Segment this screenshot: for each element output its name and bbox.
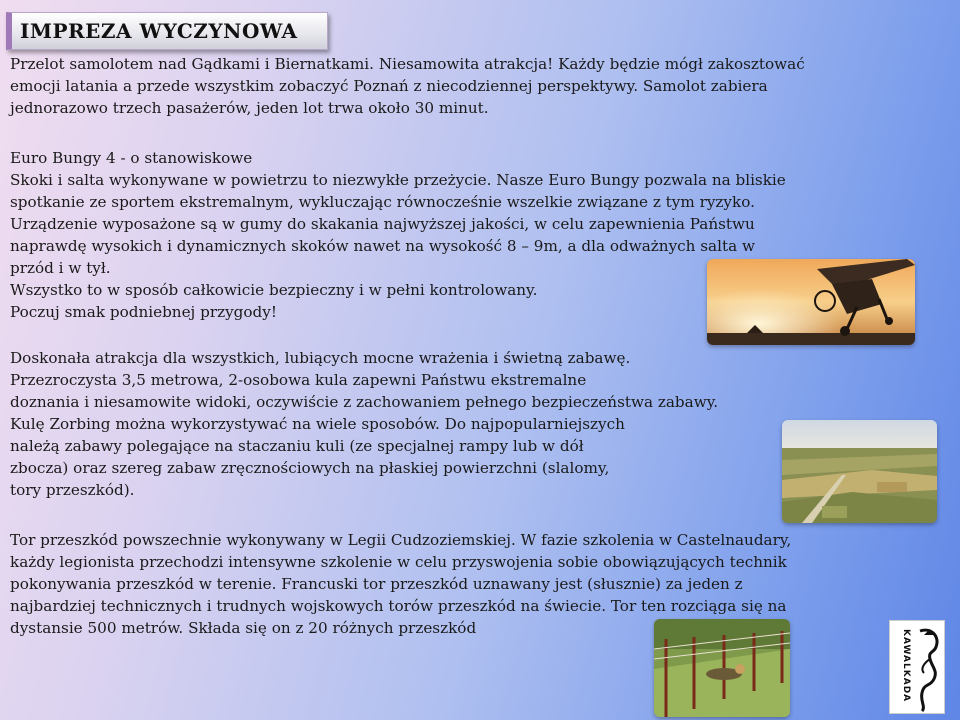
aerial-landscape-photo xyxy=(782,420,937,523)
obstacle-course-photo xyxy=(654,619,790,717)
logo-text: KAWALKADA xyxy=(901,629,911,703)
title-banner xyxy=(6,12,328,50)
section-zorbing-text: Doskonała atrakcja dla wszystkich, lubiących mocne wrażenia i świetną zabawę. Przezroczysta 3,5 metrowa, 2-osobowa kula zapewni Państwu ekstremalne doznania i niesamowite widoki, oczywiście z zachowaniem pełnego bezpieczeństwa zabawy. Kulę Zorbing można wykorzystywać na wiele sposobów. Do najpopularniejszych należą zabawy polegające na staczaniu kuli (ze specjalnej rampy lub w dół zbocza) oraz szereg zabaw zręcznościowych na płaskiej powierzchni (slalomy, tory przeszkód). xyxy=(10,349,719,499)
kawalkada-logo xyxy=(889,620,945,714)
section-bungy-text: Euro Bungy 4 - o stanowiskowe Skoki i salta wykonywane w powietrzu to niezwykłe przeżycie. Nasze Euro Bungy pozwala na bliskie spotkanie ze sportem ekstremalnym, wykluczając równocześnie wszelkie związane z tym ryzyko. Urządzenie wyposażone są w gumy do skakania najwyższej jakości, w celu zapewnienia Państwu naprawdę wysokich i dynamicznych skoków nawet na wysokość 8 – 9m, a dla odważnych salta w przód i w tył. Wszystko to w sposób całkowicie bezpieczny i w pełni kontrolowany. Poczuj smak podniebnej przygody! xyxy=(10,149,786,321)
section-obstacle-course-text: Tor przeszkód powszechnie wykonywany w Legii Cudzoziemskiej. W fazie szkolenia w Castelnaudary, każdy legionista przechodzi intensywne szkolenie w celu przyswojenia sobie obowiązujących technik pokonywania przeszkód w terenie. Francuski tor przeszkód uznawany jest (słusznie) za jeden z najbardziej technicznych i trudnych wojskowych torów przeszkód na świecie. Tor ten rozciąga się na dystansie 500 metrów. Składa się on z 20 różnych przeszkód xyxy=(10,531,792,637)
airplane-photo xyxy=(707,259,915,345)
section-airplane-text: Przelot samolotem nad Gądkami i Biernatkami. Niesamowita atrakcja! Każdy będzie mógł zakosztować emocji latania a przede wszystkim zobaczyć Poznań z niecodziennej perspektywy. Samolot zabiera jednorazowo trzech pasażerów, jeden lot trwa około 30 minut. xyxy=(10,55,805,117)
page-title: IMPREZA WYCZYNOWA xyxy=(20,19,298,43)
